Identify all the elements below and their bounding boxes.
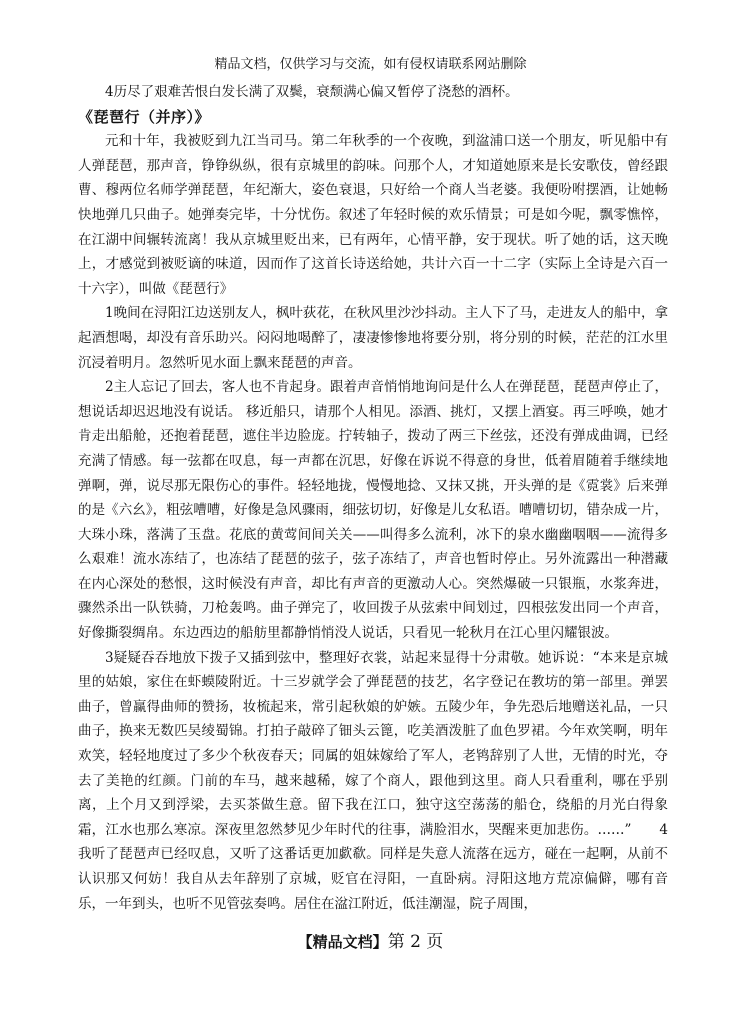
paragraph-1: 1晚间在浔阳江边送别友人，枫叶荻花，在秋风里沙沙抖动。主人下了马，走进友人的船中，拿起酒想喝，却没有音乐助兴。闷闷地喝醉了，凄凄惨惨地将要分别，将分别的时候，茫茫的江水里沉浸着明月。忽然听见水面上飘来琵琶的声音。 bbox=[78, 305, 668, 371]
page-footer bbox=[0, 931, 741, 953]
intro-line: 4历尽了艰难苦恨白发长满了双鬓，衰颓满心偏又暂停了浇愁的酒杯。 bbox=[105, 84, 519, 100]
paragraph-3-4 bbox=[78, 646, 668, 917]
page-number: 第 2 页 bbox=[387, 932, 444, 952]
paragraph-3: 3疑疑吞吞地放下拨子又插到弦中，整理好衣裳，站起来显得十分肃敬。她诉说：“本来是京城里的姑娘，家住在虾蟆陵附近。十三岁就学会了弹琵琶的技艺，名字登记在教坊的第一部里。弹罢曲子，曾赢得曲师的赞扬，妆梳起来，常引起秋娘的妒嫉。五陵少年，争先恐后地赠送礼品，一只曲子，换来无数匹吴绫蜀锦。打拍子敲碎了钿头云篦，吃美酒泼脏了血色罗裙。今年欢笑啊，明年欢笑，轻轻地度过了多少个秋夜春天；同属的姐妹嫁给了军人，老鸨辞别了人世，无情的时光，夺去了美艳的红颜。门前的车马，越来越稀，嫁了个商人，跟他到这里。商人只看重利，哪在乎别离，上个月又到浮梁，去买茶做生意。留下我在江口，独守这空荡荡的船仓，绕船的月光白得象霜，江水也那么寒凉。深夜里忽然梦见少年时代的往事，满脸泪水，哭醒来更加悲伤。……” bbox=[78, 649, 668, 838]
footer-label: 【精品文档】 bbox=[297, 933, 388, 951]
document-body bbox=[78, 80, 668, 916]
preface-paragraph: 元和十年，我被贬到九江当司马。第二年秋季的一个夜晚，到湓浦口送一个朋友，听见船中有人弹琵琶，那声音，铮铮纵纵，很有京城里的韵味。问那个人，才知道她原来是长安歌伎，曾经跟曹、穆两位名师学弹琵琶，年纪渐大，姿色衰退，只好给一个商人当老婆。我便吩咐摆酒，让她畅快地弹几只曲子。她弹奏完毕，十分忧伤。叙述了年轻时候的欢乐情景；可是如今呢，飘零憔悴，在江湖中间辗转流离！我从京城里贬出来，已有两年，心情平静，安于现状。听了她的话，这天晚上，才感觉到被贬谪的味道，因而作了这首长诗送给她，共计六百一十二字（实际上全诗是六百一十六字），叫做《琵琶行》 bbox=[78, 133, 668, 297]
poem-title: 《琵琶行（并序）》 bbox=[78, 107, 211, 126]
page-header bbox=[0, 57, 741, 73]
paragraph-2: 2主人忘记了回去，客人也不肯起身。跟着声音悄悄地询问是什么人在弹琵琶，琵琶声停止了，想说话却迟迟地没有说话。 移近船只，请那个人相见。添酒、挑灯，又摆上酒宴。再三呼唤，她才肯走出船舱，还抱着琵琶，遮住半边脸庞。拧转轴子，拨动了两三下丝弦，还没有弹成曲调，已经充满了情感。每一弦都在叹息，每一声都在沉思，好像在诉说不得意的身世，低着眉随着手继续地弹啊，弹，说尽那无限伤心的事件。轻轻地拢，慢慢地捻、又抹又挑，开头弹的是《霓裳》后来弹的是《六幺》，粗弦嘈嘈，好像是急风骤雨，细弦切切，好像是儿女私语。嘈嘈切切，错杂成一片，大珠小珠，落满了玉盘。花底的黄莺间间关关——叫得多么流利，冰下的泉水幽幽咽咽——流得多么艰难！流水冻结了，也冻结了琵琶的弦子，弦子冻结了，声音也暂时停止。另外流露出一种潜藏在内心深处的愁恨，这时候没有声音，却比有声音的更激动人心。突然爆破一只银瓶，水浆奔进，骤然杀出一队铁骑，刀枪轰鸣。曲子弹完了，收回拨子从弦索中间划过，四根弦发出同一个声音，好像撕裂绸帛。东边西边的船舫里都静悄悄没人说话，只看见一轮秋月在江心里闪耀银波。 bbox=[78, 379, 668, 642]
copyright-notice: 精品文档，仅供学习与交流，如有侵权请联系网站删除 bbox=[214, 57, 527, 72]
paragraph-4: 4我听了琵琶声已经叹息，又听了这番话更加歔欷。同样是失意人流落在远方，碰在一起啊，从前不认识那又何妨！我自从去年辞别了京城，贬官在浔阳，一直卧病。浔阳这地方荒凉偏僻，哪有音乐，一年到头，也听不见管弦奏鸣。居住在湓江附近，低洼潮湿，院子周围， bbox=[78, 821, 668, 912]
